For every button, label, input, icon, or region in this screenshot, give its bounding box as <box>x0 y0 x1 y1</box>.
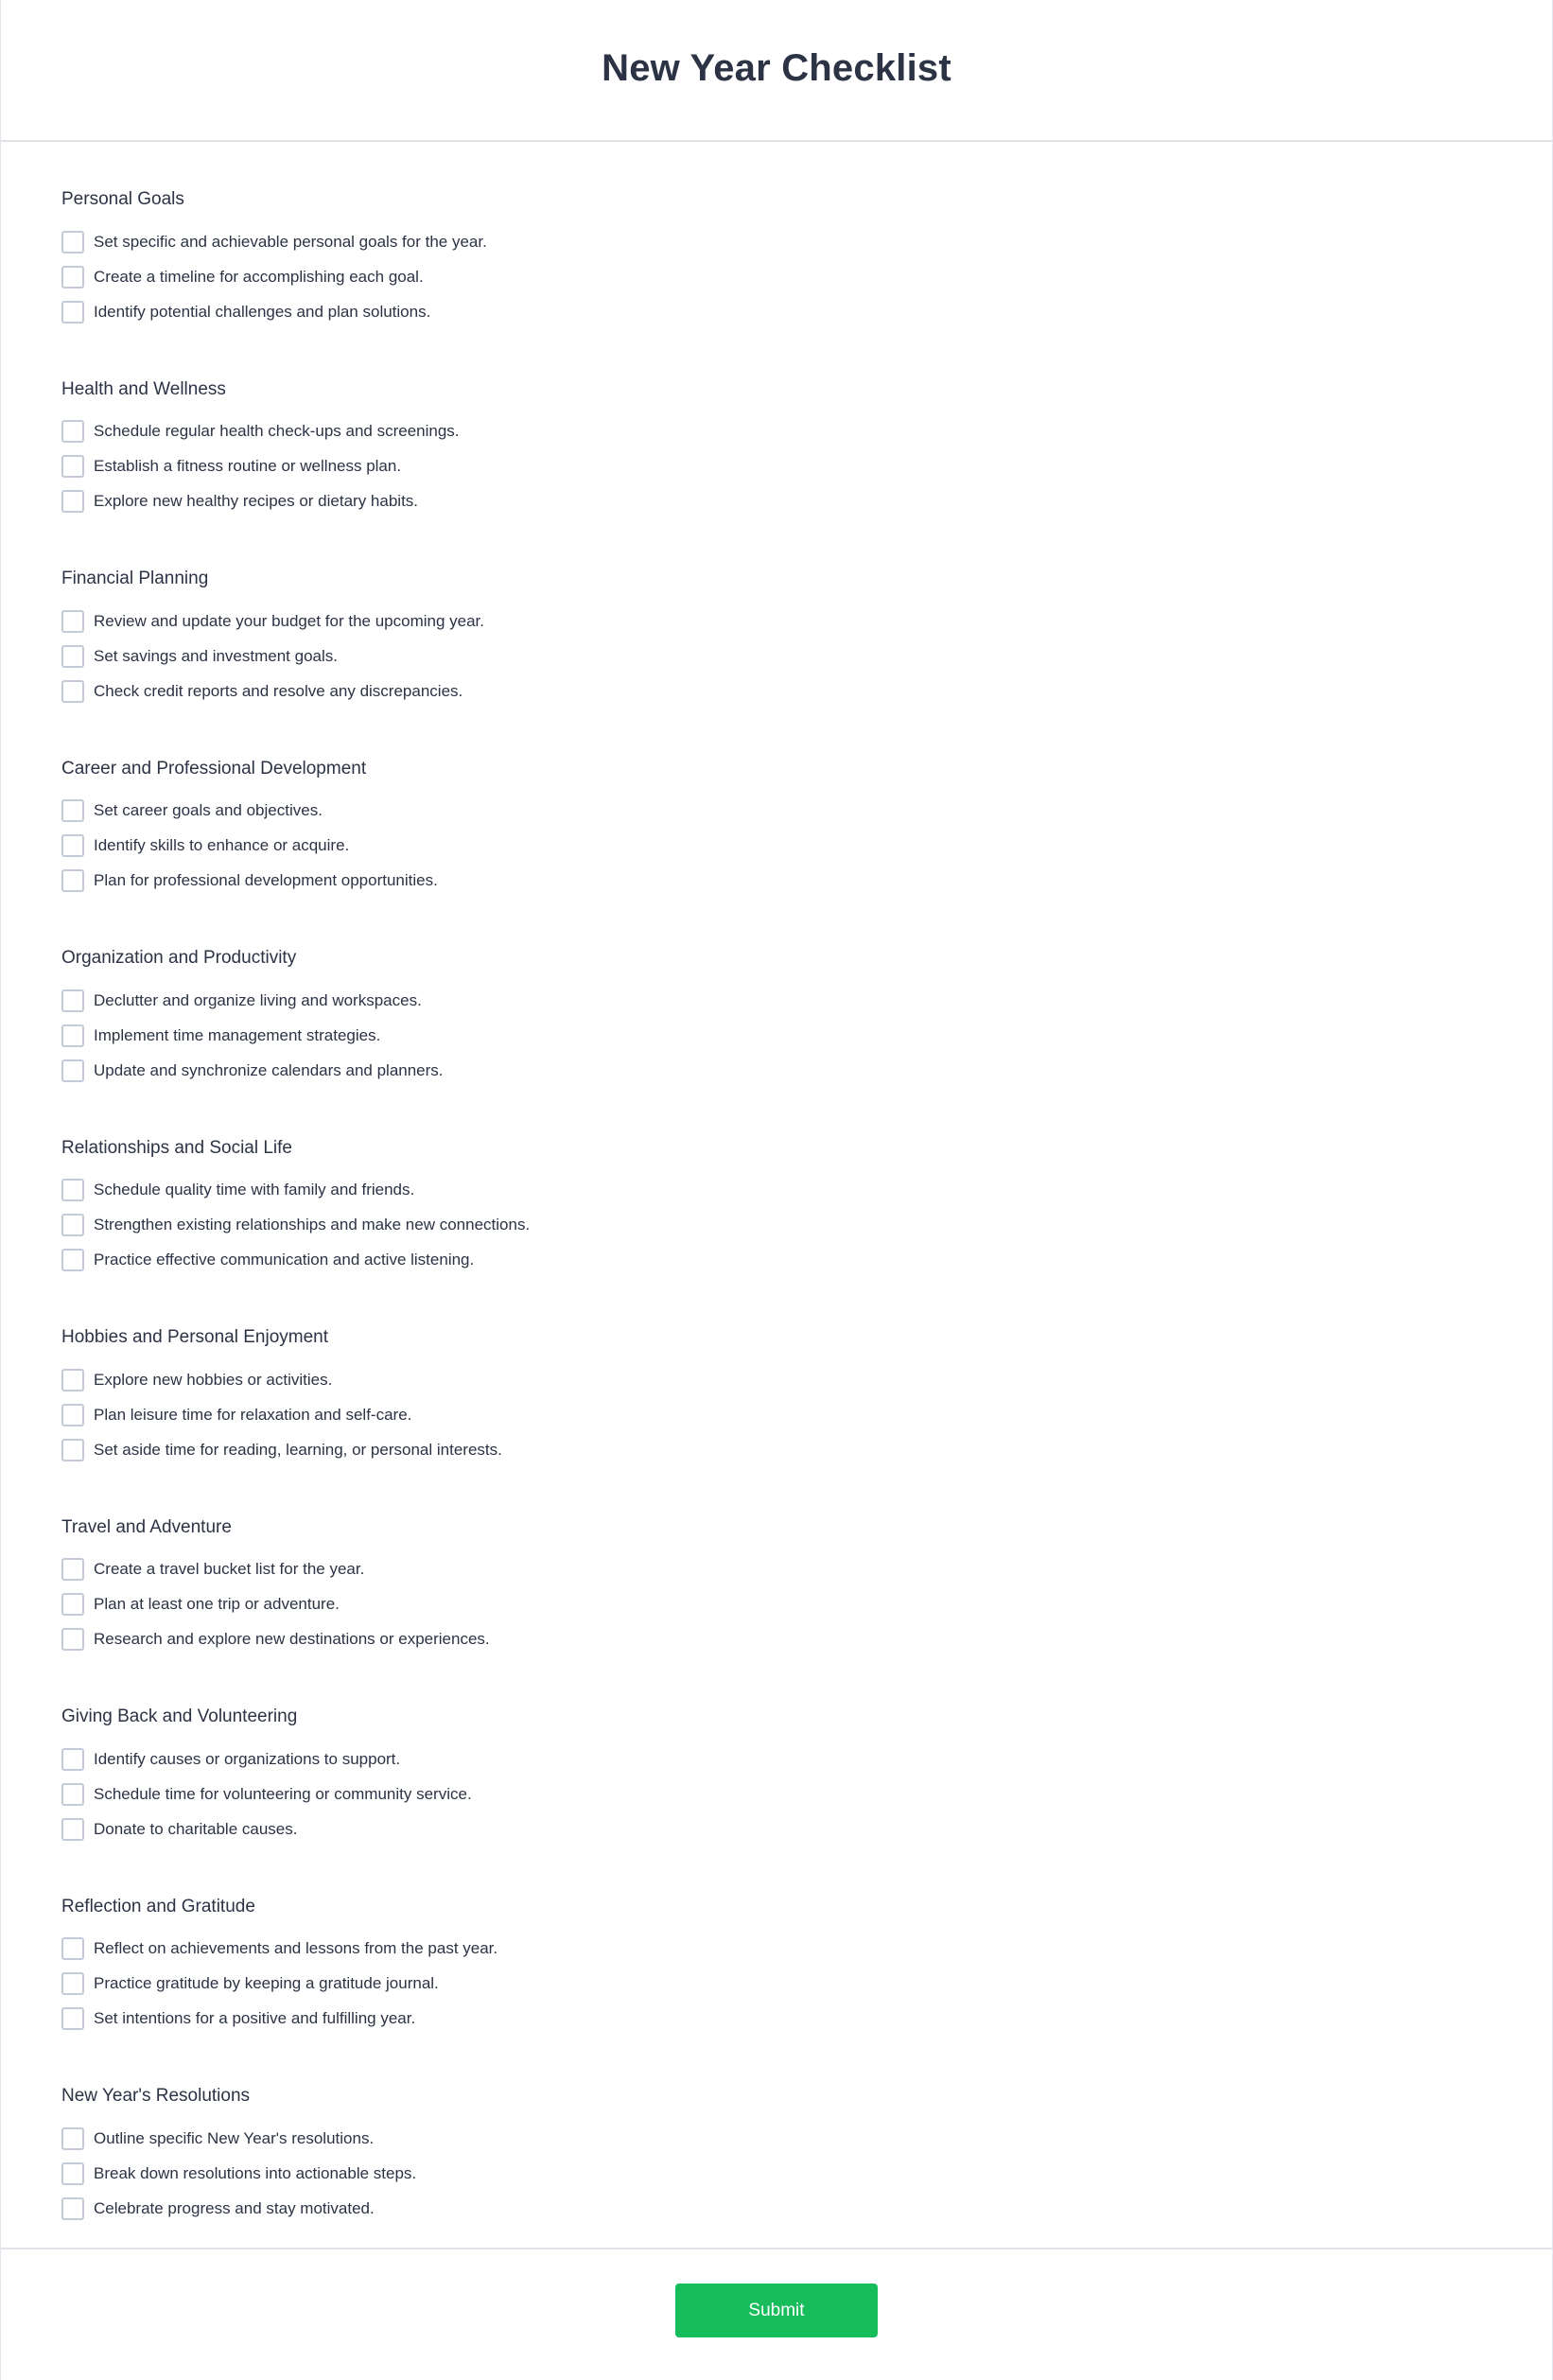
section-items <box>61 224 1552 329</box>
checklist-section-4 <box>61 757 1552 947</box>
checkbox[interactable] <box>61 1179 84 1201</box>
checkbox[interactable] <box>61 799 84 822</box>
checklist-item[interactable] <box>61 1967 1552 2002</box>
checklist-item[interactable] <box>61 1173 1552 1208</box>
section-items <box>61 2121 1552 2226</box>
checklist-item[interactable] <box>61 414 1552 449</box>
section-title: Health and Wellness <box>61 378 226 399</box>
checklist-item-label: Check credit reports and resolve any discrepancies. <box>94 681 463 700</box>
checkbox[interactable] <box>61 2127 84 2150</box>
checklist-item[interactable] <box>61 1053 1552 1088</box>
checklist-item[interactable] <box>61 259 1552 294</box>
checklist-item-label: Break down resolutions into actionable steps. <box>94 2163 417 2182</box>
checklist-item-label: Celebrate progress and stay motivated. <box>94 2198 375 2217</box>
checklist-section-2 <box>61 377 1552 568</box>
checkbox[interactable] <box>61 301 84 324</box>
checklist-item-label: Set career goals and objectives. <box>94 801 323 819</box>
checklist-item-label: Set savings and investment goals. <box>94 646 338 665</box>
checklist-item[interactable] <box>61 2156 1552 2191</box>
checklist-item-label: Identify potential challenges and plan solutions. <box>94 302 431 321</box>
checklist-content <box>1 142 1552 2247</box>
checklist-section-3 <box>61 567 1552 757</box>
checkbox[interactable] <box>61 680 84 703</box>
checklist-item[interactable] <box>61 794 1552 829</box>
checkbox[interactable] <box>61 1214 84 1236</box>
form-header <box>1 0 1552 142</box>
section-items <box>61 1362 1552 1467</box>
checklist-section-8 <box>61 1515 1552 1706</box>
checklist-item[interactable] <box>61 1432 1552 1467</box>
checkbox[interactable] <box>61 455 84 478</box>
checkbox[interactable] <box>61 2162 84 2185</box>
checklist-item-label: Update and synchronize calendars and planners. <box>94 1060 444 1079</box>
form-footer <box>1 2248 1552 2380</box>
checklist-item-label: Schedule regular health check-ups and screenings. <box>94 422 460 440</box>
checklist-item-label: Set aside time for reading, learning, or personal interests. <box>94 1440 502 1459</box>
checklist-section-9 <box>61 1705 1552 1895</box>
checklist-item-label: Plan at least one trip or adventure. <box>94 1595 340 1613</box>
section-items <box>61 1932 1552 2037</box>
section-items <box>61 414 1552 519</box>
checklist-item-label: Practice gratitude by keeping a gratitude journal. <box>94 1974 439 1992</box>
checkbox[interactable] <box>61 1369 84 1391</box>
checklist-section-5 <box>61 946 1552 1136</box>
checkbox[interactable] <box>61 869 84 892</box>
checkbox[interactable] <box>61 1628 84 1651</box>
checklist-item[interactable] <box>61 1243 1552 1278</box>
checklist-item[interactable] <box>61 2191 1552 2226</box>
checklist-item[interactable] <box>61 449 1552 484</box>
checklist-section-1 <box>61 187 1552 377</box>
checklist-item[interactable] <box>61 1776 1552 1811</box>
checkbox[interactable] <box>61 1748 84 1771</box>
checkbox[interactable] <box>61 1059 84 1082</box>
checklist-item-label: Plan leisure time for relaxation and self-care. <box>94 1405 412 1424</box>
checklist-item[interactable] <box>61 1811 1552 1846</box>
submit-button[interactable]: Submit <box>675 2284 878 2337</box>
checklist-item[interactable] <box>61 294 1552 329</box>
checklist-item-label: Schedule time for volunteering or community service. <box>94 1784 472 1803</box>
checkbox[interactable] <box>61 989 84 1012</box>
checklist-item-label: Identify causes or organizations to support. <box>94 1749 401 1768</box>
section-title: Organization and Productivity <box>61 948 297 968</box>
checklist-item-label: Review and update your budget for the upcoming year. <box>94 611 484 630</box>
checklist-item[interactable] <box>61 2121 1552 2156</box>
checkbox[interactable] <box>61 1558 84 1581</box>
checklist-item[interactable] <box>61 1932 1552 1967</box>
checklist-item-label: Strengthen existing relationships and make new connections. <box>94 1216 531 1234</box>
checklist-item[interactable] <box>61 1018 1552 1053</box>
checklist-item[interactable] <box>61 639 1552 674</box>
checklist-section-6 <box>61 1136 1552 1326</box>
checklist-item-label: Outline specific New Year's resolutions. <box>94 2128 375 2147</box>
checkbox[interactable] <box>61 490 84 513</box>
checklist-item-label: Create a timeline for accomplishing each goal. <box>94 267 424 286</box>
checklist-item[interactable] <box>61 674 1552 709</box>
checkbox[interactable] <box>61 1972 84 1995</box>
section-title: Personal Goals <box>61 189 184 209</box>
section-title: Giving Back and Volunteering <box>61 1706 298 1726</box>
page-title: New Year Checklist <box>602 46 951 89</box>
checkbox[interactable] <box>61 1439 84 1461</box>
checklist-item-label: Establish a fitness routine or wellness plan. <box>94 457 402 475</box>
checklist-item-label: Plan for professional development opportunities. <box>94 871 438 889</box>
checkbox[interactable] <box>61 420 84 443</box>
checklist-item[interactable] <box>61 983 1552 1018</box>
section-title: Career and Professional Development <box>61 758 367 779</box>
section-title: Financial Planning <box>61 569 209 588</box>
section-items <box>61 1552 1552 1657</box>
section-items <box>61 1741 1552 1846</box>
checkbox[interactable] <box>61 266 84 289</box>
checklist-item-label: Explore new hobbies or activities. <box>94 1370 333 1389</box>
checklist-item[interactable] <box>61 2002 1552 2037</box>
section-items <box>61 794 1552 899</box>
checklist-item[interactable] <box>61 1208 1552 1243</box>
checklist-item[interactable] <box>61 1362 1552 1397</box>
checklist-item-label: Create a travel bucket list for the year. <box>94 1560 365 1578</box>
checkbox[interactable] <box>61 1818 84 1841</box>
checklist-item[interactable] <box>61 864 1552 899</box>
checklist-item-label: Research and explore new destinations or experiences. <box>94 1630 490 1648</box>
section-items <box>61 604 1552 709</box>
checklist-item-label: Reflect on achievements and lessons from the past year. <box>94 1939 498 1957</box>
section-items <box>61 1173 1552 1278</box>
checkbox[interactable] <box>61 1404 84 1426</box>
checklist-item-label: Explore new healthy recipes or dietary habits. <box>94 492 419 510</box>
checklist-item-label: Schedule quality time with family and friends. <box>94 1181 415 1199</box>
section-title: New Year's Resolutions <box>61 2086 251 2106</box>
checklist-item-label: Donate to charitable causes. <box>94 1819 298 1838</box>
checklist-item-label: Declutter and organize living and workspaces. <box>94 990 422 1009</box>
checkbox[interactable] <box>61 1937 84 1960</box>
checklist-item[interactable] <box>61 604 1552 639</box>
checklist-item[interactable] <box>61 1552 1552 1587</box>
checkbox[interactable] <box>61 1024 84 1047</box>
checklist-item-label: Set specific and achievable personal goals for the year. <box>94 232 487 251</box>
checkbox[interactable] <box>61 610 84 633</box>
checklist-item[interactable] <box>61 1741 1552 1776</box>
checkbox[interactable] <box>61 2007 84 2030</box>
section-items <box>61 983 1552 1088</box>
section-title: Travel and Adventure <box>61 1516 232 1537</box>
checklist-section-11 <box>61 2084 1552 2274</box>
section-title: Hobbies and Personal Enjoyment <box>61 1327 329 1347</box>
checklist-item[interactable] <box>61 484 1552 519</box>
checklist-item[interactable] <box>61 829 1552 864</box>
checkbox[interactable] <box>61 1249 84 1271</box>
checkbox[interactable] <box>61 1783 84 1806</box>
checkbox[interactable] <box>61 645 84 668</box>
checklist-section-7 <box>61 1325 1552 1515</box>
checklist-item[interactable] <box>61 1622 1552 1657</box>
checkbox[interactable] <box>61 1593 84 1616</box>
checklist-section-10 <box>61 1895 1552 2085</box>
section-title: Relationships and Social Life <box>61 1137 292 1158</box>
section-title: Reflection and Gratitude <box>61 1896 255 1916</box>
checkbox[interactable] <box>61 834 84 857</box>
checkbox[interactable] <box>61 231 84 254</box>
checklist-item[interactable] <box>61 224 1552 259</box>
checklist-item[interactable] <box>61 1397 1552 1432</box>
checkbox[interactable] <box>61 2197 84 2220</box>
checklist-item-label: Set intentions for a positive and fulfilling year. <box>94 2009 416 2027</box>
checklist-item[interactable] <box>61 1587 1552 1622</box>
checklist-item-label: Implement time management strategies. <box>94 1025 381 1044</box>
checklist-item-label: Identify skills to enhance or acquire. <box>94 836 350 854</box>
checklist-item-label: Practice effective communication and active listening. <box>94 1251 475 1269</box>
